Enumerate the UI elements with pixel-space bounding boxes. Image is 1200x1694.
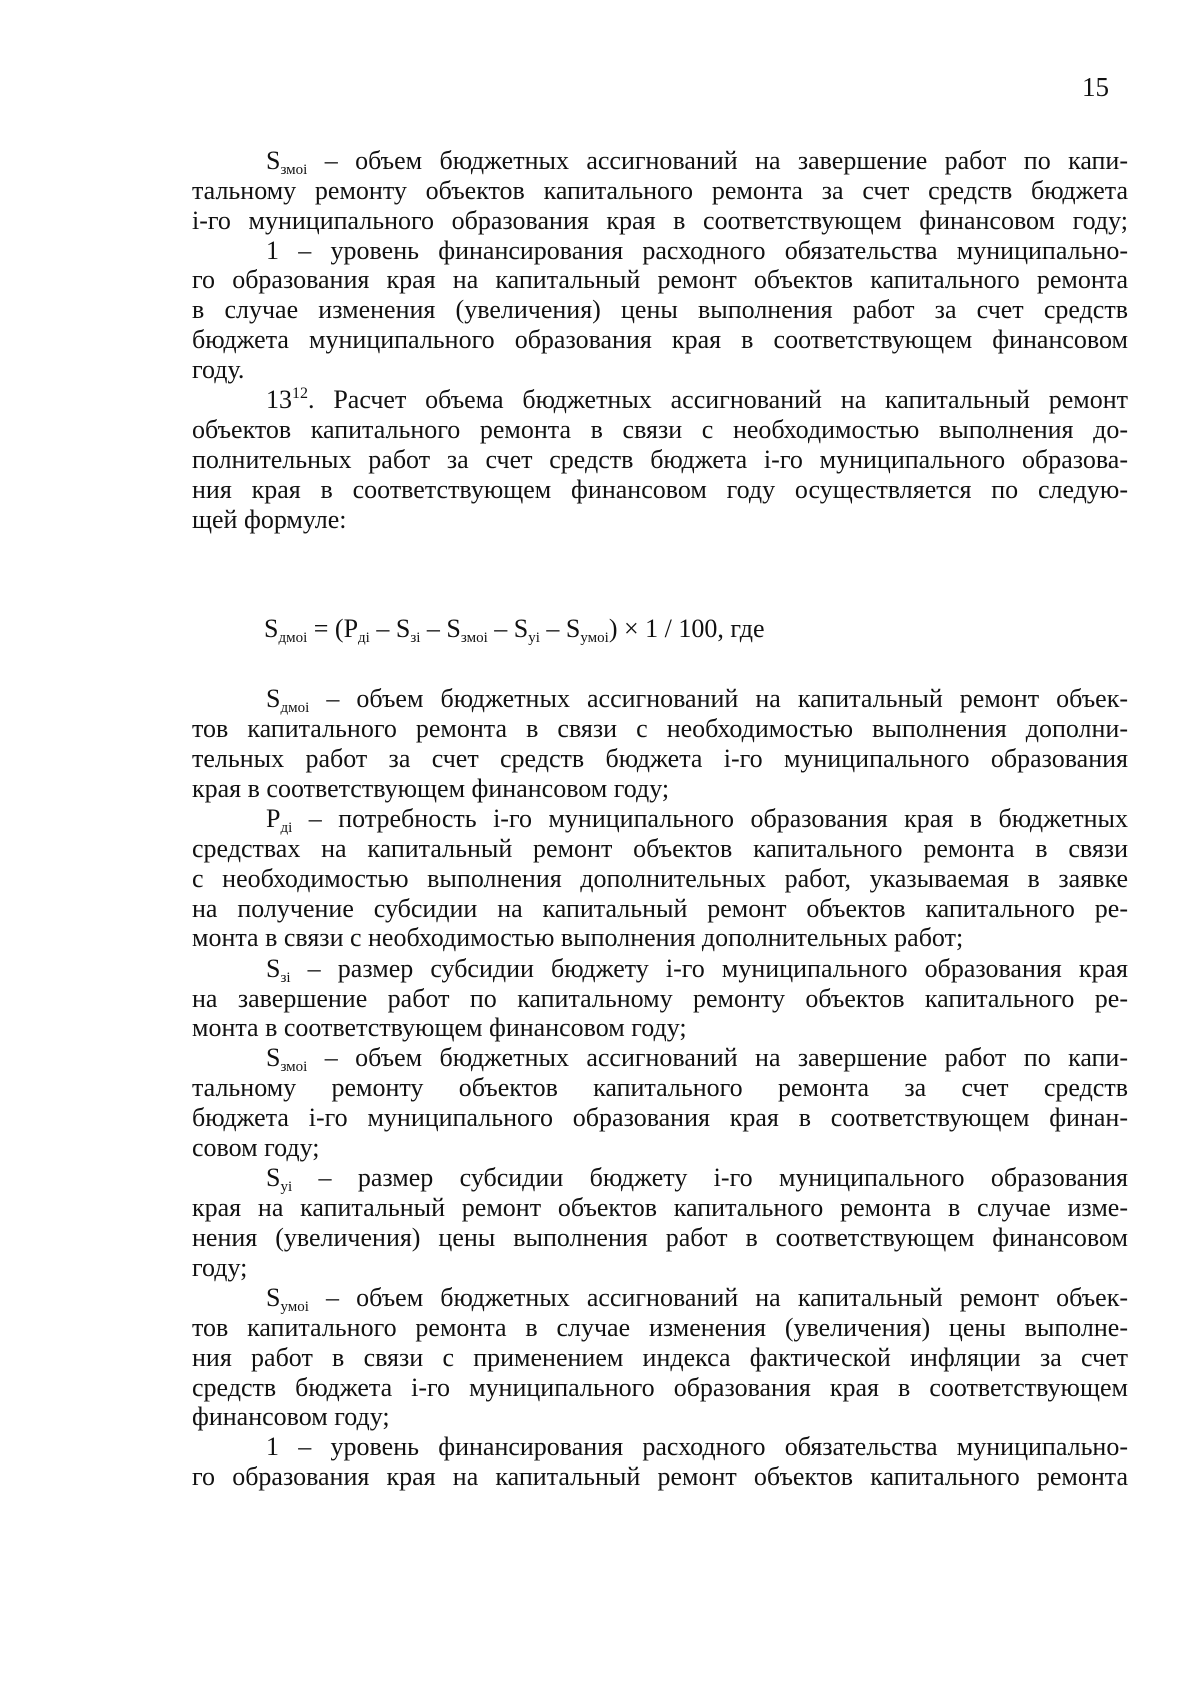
text: – объем бюджетных ассигнований на завершение работ по капи-: [307, 146, 1128, 175]
def-sdmoi-line-3: тельных работ за счет средств бюджета i-го муниципального образования: [192, 744, 1128, 773]
symbol-subscript: змоi: [280, 162, 308, 178]
clause-superscript: 12: [292, 385, 308, 402]
symbol: S: [266, 1043, 281, 1072]
text: – объем бюджетных ассигнований на капитальный ремонт объек-: [309, 684, 1128, 713]
formula-subscript: змоi: [460, 630, 488, 646]
def-syi-line-4: году;: [192, 1253, 248, 1282]
def-sdmoi-line-4: края в соответствующем финансовом году;: [192, 774, 670, 803]
formula-term: ) × 1 / 100, где: [608, 614, 765, 643]
formula-subscript: уi: [528, 630, 540, 646]
para3-line-5: щей формуле:: [192, 505, 347, 534]
para2-line-2: го образования края на капитальный ремонт объектов капитального ремонта: [192, 265, 1128, 294]
def-level-line-2: го образования края на капитальный ремонт объектов капитального ремонта: [192, 1462, 1128, 1491]
text: . Расчет объема бюджетных ассигнований на капитальный ремонт: [308, 385, 1128, 414]
formula-term: S: [264, 614, 279, 643]
text: – размер субсидии бюджету i-го муниципального образования края: [290, 954, 1128, 983]
def-syi-line-2: края на капитальный ремонт объектов капитального ремонта в случае изме-: [192, 1193, 1128, 1222]
text: – потребность i-го муниципального образования края в бюджетных: [292, 804, 1128, 833]
def-szi-line-1: [192, 953, 1128, 985]
def-pdi-line-2: средствах на капитальный ремонт объектов капитального ремонта в связи: [192, 834, 1128, 863]
formula-subscript: зi: [410, 630, 421, 646]
symbol: S: [266, 684, 281, 713]
formula-term: – S: [539, 614, 581, 643]
def-symoi-line-2: тов капитального ремонта в случае изменения (увеличения) цены выполне-: [192, 1313, 1128, 1342]
def-pdi-line-3: с необходимостью выполнения дополнительных работ, указываемая в заявке: [192, 864, 1128, 893]
def-pdi-line-4: на получение субсидии на капитальный ремонт объектов капитального ре-: [192, 894, 1128, 923]
para3-line-2: объектов капитального ремонта в связи с необходимостью выполнения до-: [192, 415, 1128, 444]
def-szi-line-3: монта в соответствующем финансовом году;: [192, 1013, 687, 1042]
def-szmoi-line-4: совом году;: [192, 1133, 320, 1162]
para1-line-2: тальному ремонту объектов капитального ремонта за счет средств бюджета: [192, 176, 1128, 205]
symbol: S: [266, 1163, 281, 1192]
def-pdi-line-1: [192, 803, 1128, 835]
formula-term: – S: [369, 614, 411, 643]
def-level-line-1: 1 – уровень финансирования расходного обязательства муниципально-: [266, 1432, 1128, 1461]
symbol-subscript: уi: [280, 1179, 293, 1195]
def-symoi-line-5: финансовом году;: [192, 1402, 390, 1431]
para3-line-4: ния края в соответствующем финансовом году осуществляется по следую-: [192, 475, 1128, 504]
para2-line-4: бюджета муниципального образования края в соответствующем финансовом: [192, 325, 1128, 354]
text: – объем бюджетных ассигнований на капитальный ремонт объек-: [308, 1283, 1128, 1312]
def-symoi-line-1: [192, 1282, 1128, 1314]
symbol: S: [266, 954, 281, 983]
para2-line-1: 1 – уровень финансирования расходного обязательства муниципально-: [266, 236, 1128, 265]
symbol-subscript: змоi: [280, 1059, 308, 1075]
def-pdi-line-5: монта в связи с необходимостью выполнения дополнительных работ;: [192, 923, 964, 952]
symbol-subscript: дi: [280, 820, 293, 836]
para2-line-5: году.: [192, 355, 245, 384]
formula-term: – S: [420, 614, 461, 643]
symbol: S: [266, 1283, 281, 1312]
para1-line-1: [192, 145, 1128, 177]
symbol-subscript: дмоi: [280, 700, 310, 716]
symbol-subscript: умоi: [280, 1299, 309, 1315]
para3-line-3: полнительных работ за счет средств бюджета i-го муниципального образова-: [192, 445, 1128, 474]
formula: [264, 613, 765, 645]
para2-line-3: в случае изменения (увеличения) цены выполнения работ за счет средств: [192, 295, 1128, 324]
def-syi-line-1: [192, 1162, 1128, 1194]
def-szmoi-line-3: бюджета i-го муниципального образования края в соответствующем финан-: [192, 1103, 1128, 1132]
def-sdmoi-line-2: тов капитального ремонта в связи с необходимостью выполнения дополни-: [192, 714, 1128, 743]
def-symoi-line-4: средств бюджета i-го муниципального образования края в соответствующем: [192, 1373, 1128, 1402]
formula-subscript: дi: [358, 630, 370, 646]
para1-line-3: i-го муниципального образования края в соответствующем финансовом году;: [192, 206, 1128, 235]
formula-subscript: умоi: [580, 630, 609, 646]
def-symoi-line-3: ния работ в связи с применением индекса фактической инфляции за счет: [192, 1343, 1128, 1372]
formula-subscript: дмоi: [278, 630, 308, 646]
symbol-subscript: зi: [280, 970, 291, 986]
def-syi-line-3: нения (увеличения) цены выполнения работ в соответствующем финансовом: [192, 1223, 1128, 1252]
formula-term: = (P: [307, 614, 359, 643]
clause-number: 13: [266, 385, 292, 414]
symbol: P: [266, 804, 281, 833]
text: – объем бюджетных ассигнований на завершение работ по капи-: [307, 1043, 1128, 1072]
symbol: S: [266, 146, 281, 175]
def-szi-line-2: на завершение работ по капитальному ремонту объектов капитального ре-: [192, 984, 1128, 1013]
def-szmoi-line-1: [192, 1042, 1128, 1074]
def-szmoi-line-2: тальному ремонту объектов капитального ремонта за счет средств: [192, 1073, 1128, 1102]
def-sdmoi-line-1: [192, 683, 1128, 715]
para3-line-1: [192, 384, 1128, 416]
formula-term: – S: [487, 614, 529, 643]
page-number: 15: [1082, 72, 1109, 102]
text: – размер субсидии бюджету i-го муниципального образования: [292, 1163, 1128, 1192]
